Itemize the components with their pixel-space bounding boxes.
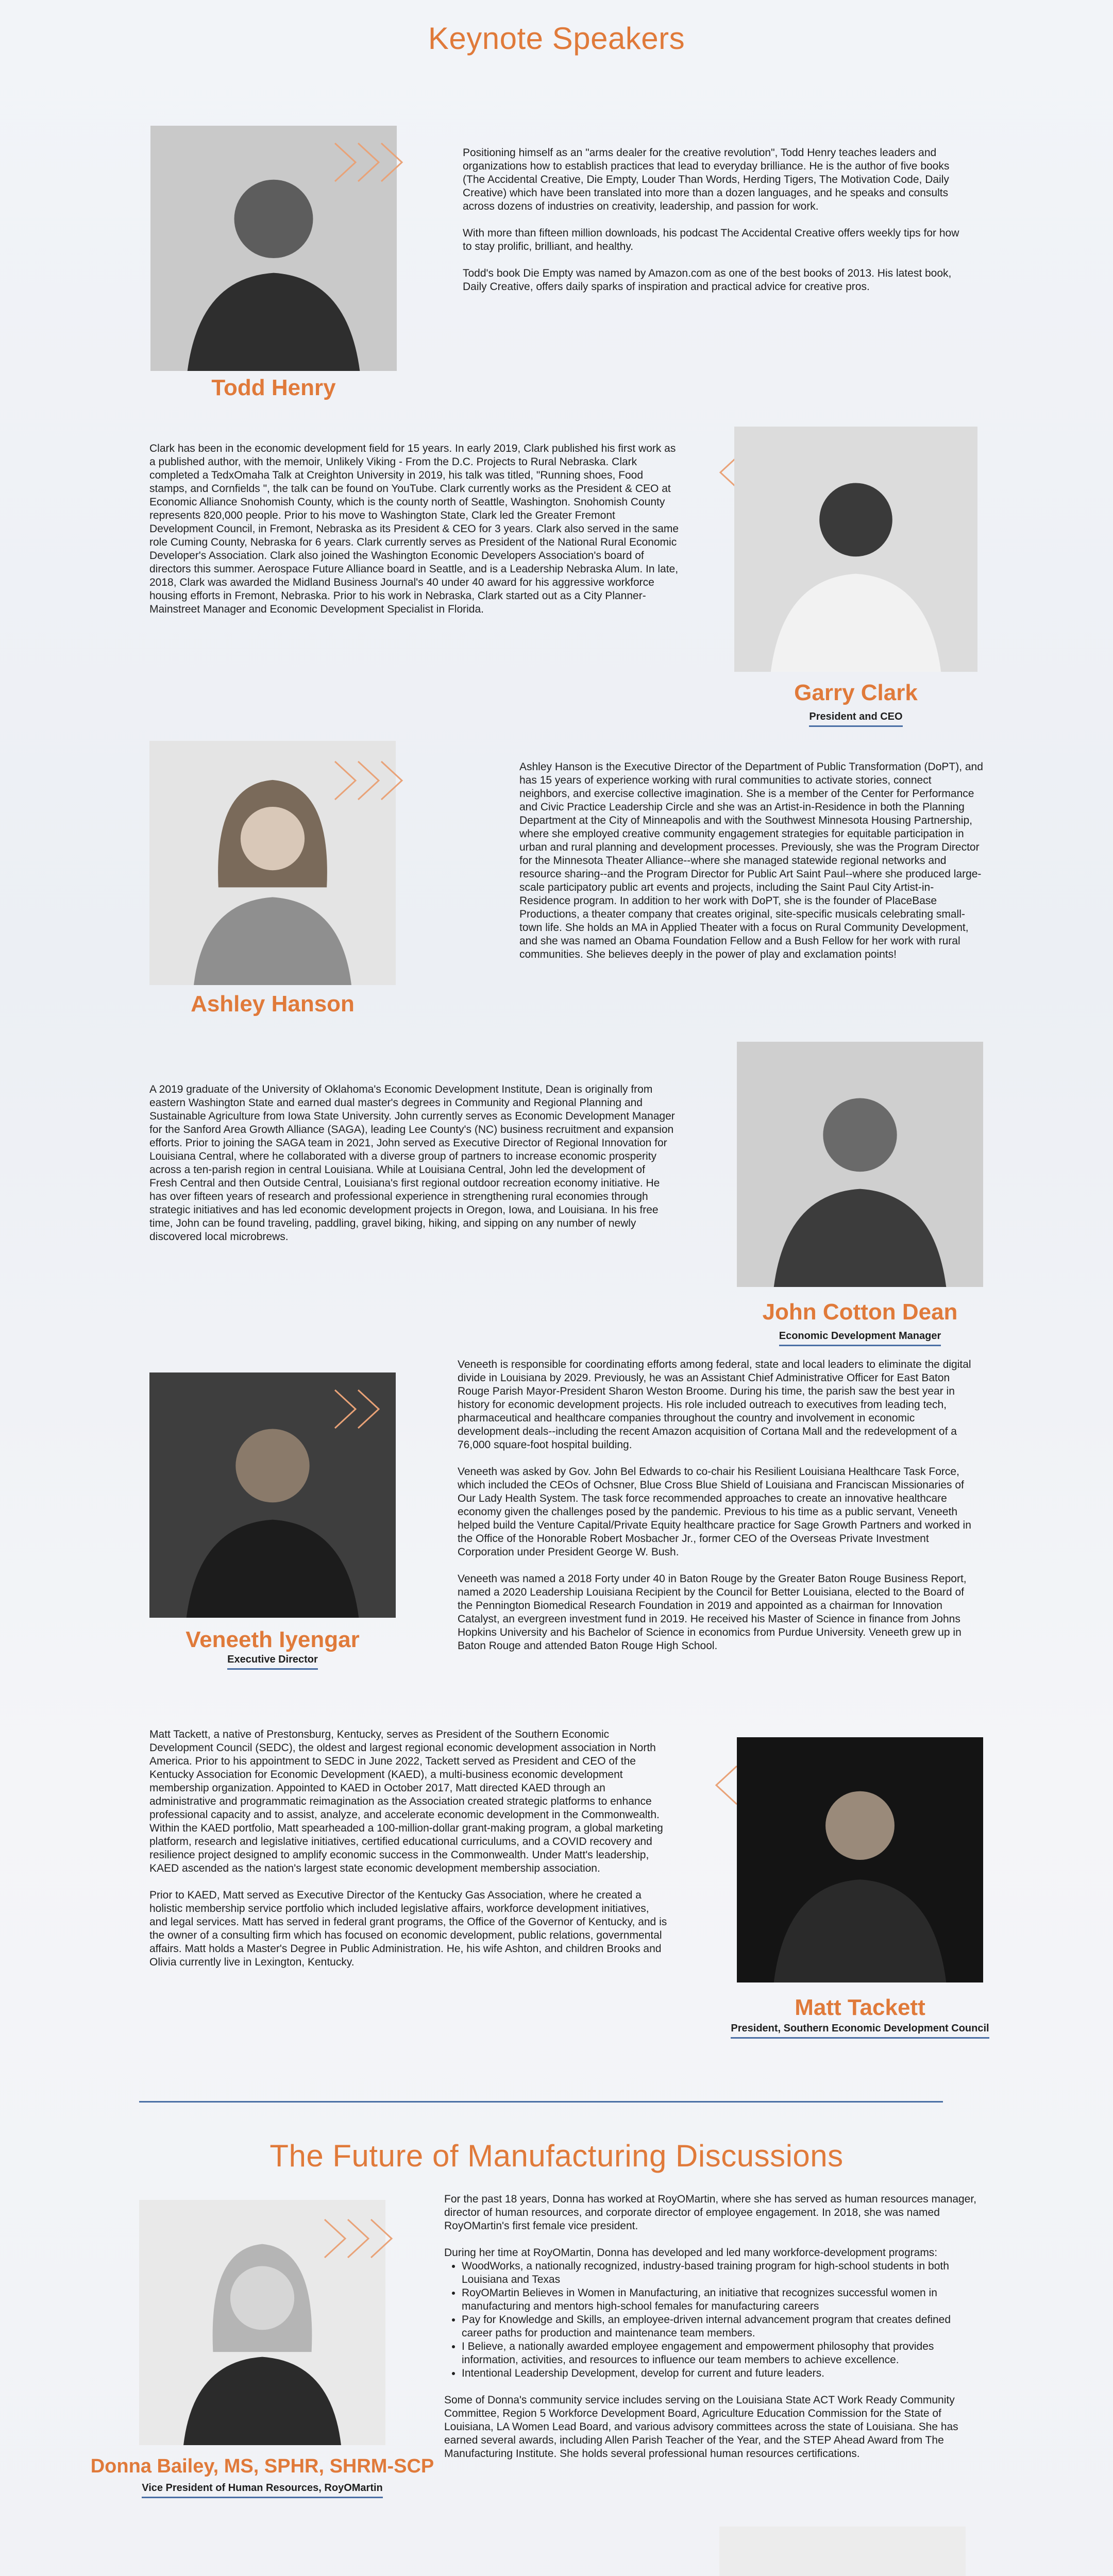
matt-tackett-photo xyxy=(737,1737,983,1982)
todd-henry-bio-p2: With more than fifteen million downloads, his podcast The Accidental Creative offers weekly tips for how to stay prolific, brilliant, and healthy. xyxy=(463,227,959,252)
todd-henry-bio-p1: Positioning himself as an "arms dealer for the creative revolution", Todd Henry teaches leaders and organizations how to establish practices that lead to everyday brilliance. He is the author of five books (The Accidental Creative, Die Empty, Louder Than Words, Herding Tigers, The Motivation Code, Daily Creative) which have been translated into more than a dozen languages, and he speaks and consults across dozens of industries on creativity, leadership, and passion for work. xyxy=(463,147,950,212)
matt-tackett-bio-p1: Matt Tackett, a native of Prestonsburg, Kentucky, serves as President of the Southern Economic Development Council (SEDC), the oldest and largest regional economic development association in North America. Prior to his appointment to SEDC in June 2022, Tackett served as President and CEO of the Kentucky Association for Economic Development (KAED), a multi-business economic development membership organization. Appointed to KAED in October 2017, Matt directed KAED through an administrative and programmatic reimagination as the Association created strategic platforms to enhance professional capacity and to assist, analyze, and accelerate economic development in the Commonwealth. Within the KAED portfolio, Matt spearheaded a 100-million-dollar grant-making program, a global marketing platform, research and legislative initiatives, certified educational curriculums, and a COVID recovery and resilience project designed to amplify economic success in the Commonwealth. Under Matt's leadership, KAED ascended as the nation's largest state economic development membership association. xyxy=(149,1728,663,1874)
ashley-hanson-bio-p1: Ashley Hanson is the Executive Director of the Department of Public Transformation (DoPT), and has 15 years of experience working with rural communities to activate stories, connect neighbors, and exercise collective imagination. She is a member of the Center for Performance and Civic Practice Leadership Circle and she was an Artist-in-Residence in both the Planning Department at the City of Minneapolis and with the Southwest Minnesota Housing Partnership, where she employed creative community engagement strategies for equitable participation in urban and rural planning and development processes. Previously, she was the Program Director for the Minnesota Theater Alliance--where she managed statewide regional networks and resource sharing--and the Program Director for Public Art Saint Paul--where she produced large-scale participatory public art events and projects, including the Saint Paul City Artist-in-Residence program. In addition to her work with DoPT, she is the founder of PlaceBase Productions, a theater company that creates original, site-specific musicals celebrating small-town life. She holds an MA in Applied Theater with a focus on Rural Community Development, and she was named an Obama Foundation Fellow and a Bush Fellow for her work with rural communities. She believes deeply in the power of play and exclamation points! xyxy=(519,761,983,960)
keynote-section-title: Keynote Speakers xyxy=(428,21,685,56)
donna-bailey-role xyxy=(62,2482,463,2494)
veneeth-iyengar-bio-p2: Veneeth was asked by Gov. John Bel Edwards to co-chair his Resilient Louisiana Healthcare Task Force, which included the CEOs of Ochsner, Blue Cross Blue Shield of Louisiana and Franciscan Missionaries of Our Lady Health System. The task force recommended approaches to create an innovative healthcare economy given the challenges posed by the pandemic. Previous to his time as a public servant, Veneeth helped build the Venture Capital/Private Equity healthcare practice for Sage Growth Partners and worked in the Office of the Honorable Robert Mosbacher Jr., former CEO of the Overseas Private Investment Corporation under President George W. Bush. xyxy=(458,1466,971,1558)
matt-tackett-role-text: President, Southern Economic Development Council xyxy=(731,2023,989,2039)
donna-bailey-bio xyxy=(444,2193,978,2474)
veneeth-iyengar-role-text: Executive Director xyxy=(227,1654,318,1670)
garry-clark-role-text: President and CEO xyxy=(809,711,902,727)
donna-bailey-program-list xyxy=(444,2260,978,2380)
john-dean-bio xyxy=(149,1083,675,1257)
list-item: • WoodWorks, a nationally recognized, industry-based training program for high-school students in both Louisiana and Texas xyxy=(462,2260,978,2286)
veneeth-iyengar-bio-p1: Veneeth is responsible for coordinating efforts among federal, state and local leaders to eliminate the digital divide in Louisiana by 2029. Previously, he was an Assistant Chief Administrative Officer for East Baton Rouge Parish Mayor-President Sharon Weston Broome. During his time, the parish saw the best year in history for economic development projects. His role included outreach to executives from leading tech, pharmaceutical and healthcare companies throughout the country and involvement in economic development deals--including the recent Amazon acquisition of Cortana Mall and the redevelopment of a 76,000 square-foot hospital building. xyxy=(458,1359,971,1451)
garry-clark-bio-p1: Clark has been in the economic development field for 15 years. In early 2019, Clark published his first work as a published author, with the memoir, Unlikely Viking - From the D.C. Projects to Rural Nebraska. Clark completed a TedxOmaha Talk at Creighton University in 2019, his talk was titled, "Running shoes, Food stamps, and Cornfields ", the talk can be found on YouTube. Clark currently works as the President & CEO at Economic Alliance Snohomish County, which is the county north of Seattle, Washington. Snohomish County represents 820,000 people. Prior to his move to Washington State, Clark led the Greater Fremont Development Council, in Fremont, Nebraska as its President & CEO for 3 years. Clark also served in the same role Cuming County, Nebraska for 6 years. Clark currently serves as President of the National Rural Economic Developer's Association. Clark also joined the Washington Economic Developers Association's board of directors this summer. Aerospace Future Alliance board in Seattle, and is a Leadership Nebraska Alum. In late, 2018, Clark was awarded the Midland Business Journal's 40 under 40 award for his aggressive workforce housing efforts in Fremont, Nebraska. Prior to his work in Nebraska, Clark started out as a City Planner-Mainstreet Manager and Economic Development Specialist in Florida. xyxy=(149,443,679,615)
ashley-hanson-bio xyxy=(519,760,983,975)
list-item: • RoyOMartin Believes in Women in Manufacturing, an initiative that recognizes successful women in manufacturing and mentors high-school females for manufacturing careers xyxy=(462,2286,978,2313)
garry-clark-name: Garry Clark xyxy=(794,680,918,705)
todd-henry-bio xyxy=(463,146,969,307)
garry-clark-role xyxy=(734,711,977,723)
veneeth-iyengar-bio xyxy=(458,1358,978,1666)
veneeth-iyengar-name: Veneeth Iyengar xyxy=(185,1627,360,1652)
john-dean-bio-p1: A 2019 graduate of the University of Oklahoma's Economic Development Institute, Dean is originally from eastern Washington State and earned dual master's degrees in Community and Regional Planning and Sustainable Agriculture from Iowa State University. John currently serves as Economic Development Manager for the Sanford Area Growth Alliance (SAGA), leading Lee County's (NC) business recruitment and expansion efforts. Prior to joining the SAGA team in 2021, John served as Executive Director of Regional Innovation for Louisiana Central, where he collaborated with a diverse group of partners to increase economic prosperity across a ten-parish region in central Louisiana. While at Louisiana Central, John led the development of Fresh Central and then Outside Central, Louisiana's first regional outdoor recreation economy initiative. He has over fifteen years of research and professional experience in strengthening rural economies through strategic initiatives and has led economic development projects in Oregon, Iowa, and Louisiana. In his free time, John can be found traveling, paddling, gravel biking, hiking, and sipping on any number of newly discovered local microbrews. xyxy=(149,1083,675,1243)
chevrons-right-icon xyxy=(330,139,443,185)
list-item: • Intentional Leadership Development, develop for current and future leaders. xyxy=(462,2367,978,2380)
john-dean-role-text: Economic Development Manager xyxy=(779,1330,941,1346)
garry-clark-photo xyxy=(734,427,977,672)
matt-tackett-name: Matt Tackett xyxy=(795,1995,925,2020)
veneeth-iyengar-role xyxy=(124,1654,421,1666)
list-item: • I Believe, a nationally awarded employee engagement and empowerment philosophy that provides information, activities, and resources to influence our team members to achieve excellence. xyxy=(462,2340,978,2367)
todd-henry-bio-p3: Todd's book Die Empty was named by Amazon.com as one of the best books of 2013. His latest book, Daily Creative, offers daily sparks of inspiration and practical advice for creative pros. xyxy=(463,267,952,293)
donna-bailey-role-text: Vice President of Human Resources, RoyOMartin xyxy=(142,2482,383,2498)
donna-bailey-bio-lead: During her time at RoyOMartin, Donna has developed and led many workforce-development programs: xyxy=(444,2247,938,2259)
todd-henry-name: Todd Henry xyxy=(211,375,336,400)
list-item: • Pay for Knowledge and Skills, an employee-driven internal advancement program that creates defined career paths for production and maintenance team members. xyxy=(462,2313,978,2340)
veneeth-iyengar-bio-p3: Veneeth was named a 2018 Forty under 40 in Baton Rouge by the Greater Baton Rouge Business Report, named a 2020 Leadership Louisiana Recipient by the Council for Better Louisiana, elected to the Board of the Pennington Biomedical Research Foundation in 2019 and appointed as a chairman for Innovation Catalyst, an evergreen investment fund in 2019. He received his Master of Science in finance from Johns Hopkins University and his Bachelor of Science in economics from Purdue University. Veneeth grew up in Baton Rouge and attended Baton Rouge High School. xyxy=(458,1573,967,1652)
tance-hughes-photo xyxy=(719,2527,966,2576)
garry-clark-bio xyxy=(149,442,680,630)
matt-tackett-bio-p2: Prior to KAED, Matt served as Executive Director of the Kentucky Gas Association, where he created a holistic membership service portfolio which included legislative affairs, workforce development initiatives, and legal services. Matt has served in federal grant programs, the Office of the Governor of Kentucky, and is the owner of a consulting firm which has focused on economic development, public relations, governmental affairs. Matt holds a Master's Degree in Public Administration. He, his wife Ashton, and children Brooks and Olivia currently live in Lexington, Kentucky. xyxy=(149,1889,667,1968)
donna-bailey-name: Donna Bailey, MS, SPHR, SHRM-SCP xyxy=(90,2455,434,2477)
ashley-hanson-name: Ashley Hanson xyxy=(191,991,355,1016)
john-dean-name: John Cotton Dean xyxy=(762,1299,958,1325)
future-section-title: The Future of Manufacturing Discussions xyxy=(269,2139,844,2173)
donna-bailey-bio-outro: Some of Donna's community service includes serving on the Louisiana State ACT Work Ready Community Committee, Region 5 Workforce Development Board, Agriculture Education Commission for the State of Louisiana, LA Women Lead Board, and various advisory committees across the state of Louisiana. She has earned several awards, including Allen Parish Teacher of the Year, and the STEP Ahead Award from The Manufacturing Institute. She holds several professional human resources certifications. xyxy=(444,2394,958,2460)
chevrons-right-icon xyxy=(330,757,443,804)
chevrons-right-icon xyxy=(330,1386,443,1432)
section-divider xyxy=(139,2101,943,2103)
john-dean-photo xyxy=(737,1042,983,1287)
matt-tackett-role xyxy=(685,2023,1035,2035)
chevrons-right-icon xyxy=(319,2215,433,2262)
donna-bailey-bio-intro: For the past 18 years, Donna has worked at RoyOMartin, where she has served as human resources manager, director of human resources, and corporate director of employee engagement. In 2018, she was named RoyOMartin's first female vice president. xyxy=(444,2193,977,2232)
matt-tackett-bio xyxy=(149,1728,670,1982)
john-dean-role xyxy=(685,1330,1035,1342)
